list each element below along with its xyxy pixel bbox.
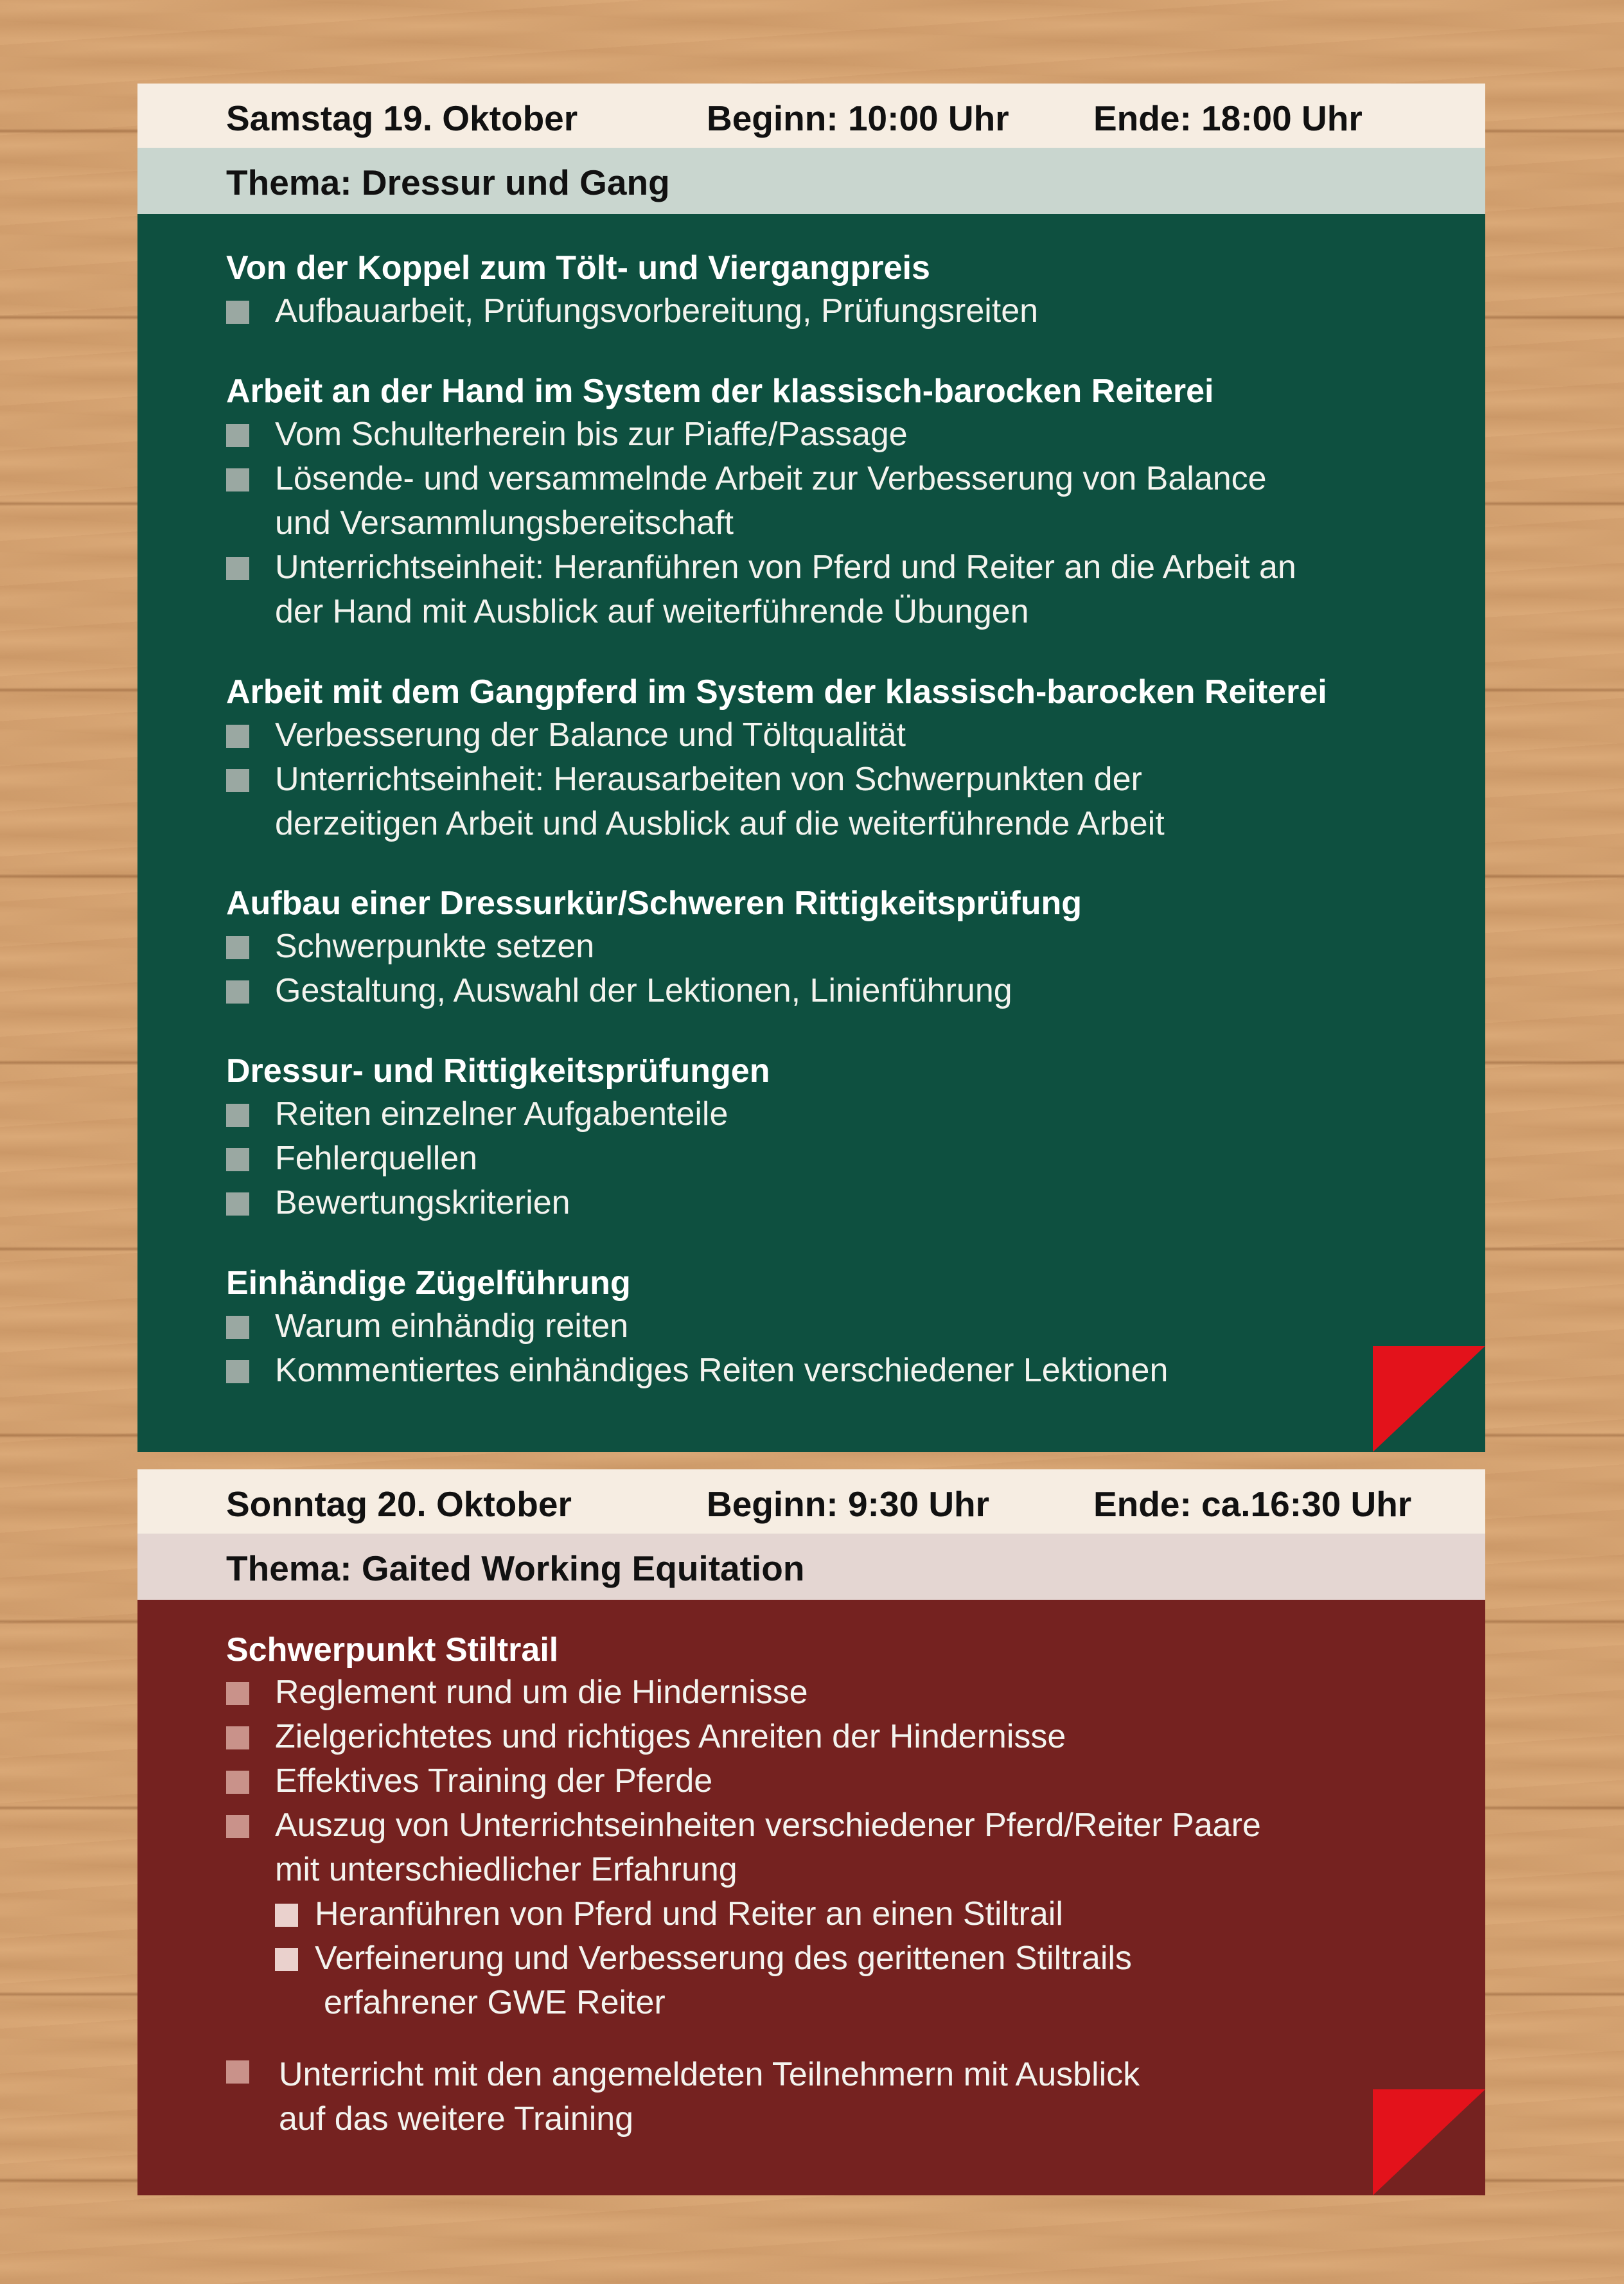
square-bullet-icon xyxy=(226,1316,249,1339)
saturday-end: Ende: 18:00 Uhr xyxy=(1093,98,1363,138)
saturday-content: Von der Koppel zum Tölt- und Viergangpreis Aufbauarbeit, Prüfungsvorbereitung, Prüfungsreiten Arbeit an der Hand im System der klassisch-barocken Reiterei Vom Schulterherein bis zur Piaffe/Passage Lösende- und versammelnde Arbeit zur Verbesserung von Balance und Versammlungsbereitschaft Unterrichtseinheit: Heranführen von Pferd und Reiter an die Arbeit an der Hand mit Ausblick auf weiterführende Übungen Arbeit mit dem Gangpferd im System der klassisch-barocken Reiterei Verbesserung der Balance und Töltqualität Unterrichtseinheit: Herausarbeiten von Schwerpunkten der derzeitigen Arbeit und Ausblick auf die weiterführende Arbeit Aufbau einer Dressurkür/Schweren Rittigkeitsprüfung Schwerpunkte setzen Gestaltung, Auswahl der Lektionen, Linienführung Dressur- und Rittigkeitsprüfungen Reiten einzelner Aufgabenteile Fehlerquellen Bewertungskriterien Einhändige Zügelführung Warum einhändig reiten Kommentiertes einhändiges Reiten verschiedener Lektionen xyxy=(137,214,1485,1452)
square-bullet-icon xyxy=(226,301,249,324)
sunday-header xyxy=(137,1469,1485,1534)
square-bullet-icon xyxy=(226,725,249,748)
saturday-header xyxy=(137,84,1485,148)
sunday-theme: Thema: Gaited Working Equitation xyxy=(226,1548,805,1588)
square-bullet-icon xyxy=(226,1148,249,1171)
section-title: Schwerpunkt Stiltrail xyxy=(226,1631,559,1669)
section-title: Arbeit an der Hand im System der klassisch-barocken Reiterei xyxy=(226,373,1214,410)
square-bullet-icon xyxy=(226,557,249,580)
square-bullet-icon xyxy=(275,1948,298,1971)
saturday-theme-bar xyxy=(137,148,1485,214)
section-title: Von der Koppel zum Tölt- und Viergangpreis xyxy=(226,249,930,287)
sunday-theme-bar xyxy=(137,1534,1485,1600)
square-bullet-icon xyxy=(226,1815,249,1838)
square-bullet-icon xyxy=(226,424,249,447)
corner-fold-icon xyxy=(1373,2083,1485,2195)
saturday-panel xyxy=(137,84,1485,1452)
square-bullet-icon xyxy=(275,1904,298,1927)
sunday-panel xyxy=(137,1469,1485,2195)
square-bullet-icon xyxy=(226,936,249,959)
square-bullet-icon xyxy=(226,2060,249,2084)
sunday-day: Sonntag 20. Oktober xyxy=(226,1484,572,1524)
section-title: Dressur- und Rittigkeitsprüfungen xyxy=(226,1052,770,1090)
sunday-content: Schwerpunkt Stiltrail Reglement rund um die Hindernisse Zielgerichtetes und richtiges Anreiten der Hindernisse Effektives Training der Pferde Auszug von Unterrichtseinheiten verschiedener Pferd/Reiter Paare mit unterschiedlicher Erfahrung Heranführen von Pferd und Reiter an einen Stiltrail Verfeinerung und Verbesserung des gerittenen Stiltrails erfahrener GWE Reiter Unterricht mit den angemeldeten Teilnehmern mit Ausblick auf das weitere Training xyxy=(137,1600,1485,2195)
saturday-theme: Thema: Dressur und Gang xyxy=(226,163,670,202)
sunday-begin: Beginn: 9:30 Uhr xyxy=(707,1484,990,1524)
corner-fold-icon xyxy=(1373,1340,1485,1452)
section-title: Aufbau einer Dressurkür/Schweren Rittigkeitsprüfung xyxy=(226,885,1082,922)
square-bullet-icon xyxy=(226,1192,249,1216)
section-title: Einhändige Zügelführung xyxy=(226,1264,631,1302)
square-bullet-icon xyxy=(226,468,249,491)
saturday-day: Samstag 19. Oktober xyxy=(226,98,578,138)
square-bullet-icon xyxy=(226,1682,249,1705)
square-bullet-icon xyxy=(226,1771,249,1794)
section-title: Arbeit mit dem Gangpferd im System der klassisch-barocken Reiterei xyxy=(226,673,1327,711)
sunday-end: Ende: ca.16:30 Uhr xyxy=(1093,1484,1412,1524)
square-bullet-icon xyxy=(226,1104,249,1127)
square-bullet-icon xyxy=(226,1726,249,1749)
square-bullet-icon xyxy=(226,1360,249,1383)
square-bullet-icon xyxy=(226,769,249,792)
square-bullet-icon xyxy=(226,980,249,1004)
saturday-begin: Beginn: 10:00 Uhr xyxy=(707,98,1009,138)
